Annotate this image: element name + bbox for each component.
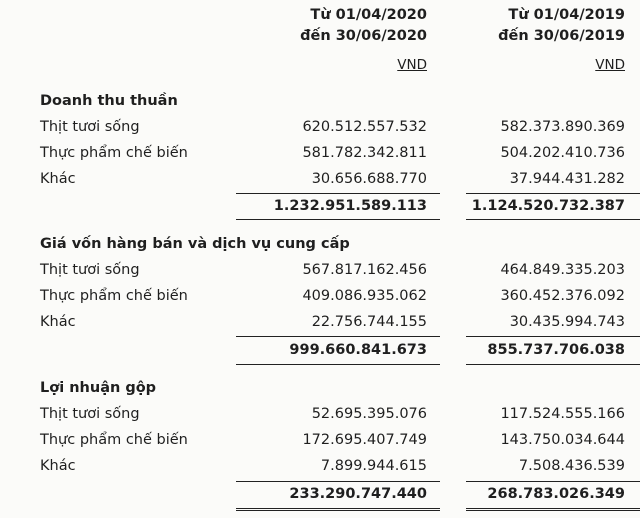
- row-value-2019: 360.452.376.092: [500, 288, 625, 304]
- total-rule: [466, 364, 640, 365]
- row-value-2020: 409.086.935.062: [302, 288, 427, 304]
- subtotal-rule: [236, 336, 440, 337]
- row-value-2019: 143.750.034.644: [500, 432, 625, 448]
- row-label: Thực phẩm chế biến: [40, 432, 188, 448]
- total-rule: [236, 364, 440, 365]
- row-label: Thịt tươi sống: [40, 119, 140, 135]
- subtotal-rule: [466, 336, 640, 337]
- total-rule: [236, 219, 440, 220]
- section-total-2020: 999.660.841.673: [289, 342, 427, 358]
- row-value-2019: 464.849.335.203: [500, 262, 625, 278]
- subtotal-rule: [466, 481, 640, 482]
- subtotal-rule: [466, 193, 640, 194]
- row-value-2020: 7.899.944.615: [320, 458, 427, 474]
- column-header-2020: [300, 5, 427, 47]
- grand-total-rule: [236, 508, 440, 511]
- row-value-2020: 581.782.342.811: [302, 145, 427, 161]
- total-rule: [466, 219, 640, 220]
- row-label: Khác: [40, 314, 76, 330]
- section-total-2020: 233.290.747.440: [289, 486, 427, 502]
- section-title-gross-profit: Lợi nhuận gộp: [40, 380, 157, 396]
- column-header-2020-from: Từ 01/04/2020: [310, 7, 427, 23]
- row-value-2020: 30.656.688.770: [311, 171, 427, 187]
- row-label: Thực phẩm chế biến: [40, 145, 188, 161]
- column-unit-2019: VND: [595, 57, 625, 73]
- row-label: Khác: [40, 458, 76, 474]
- column-header-2020-to: đến 30/06/2020: [300, 28, 427, 44]
- row-value-2019: 504.202.410.736: [500, 145, 625, 161]
- subtotal-rule: [236, 193, 440, 194]
- row-label: Khác: [40, 171, 76, 187]
- row-value-2020: 52.695.395.076: [311, 406, 427, 422]
- column-header-2019-from: Từ 01/04/2019: [508, 7, 625, 23]
- row-value-2019: 117.524.555.166: [500, 406, 625, 422]
- row-value-2019: 30.435.994.743: [509, 314, 625, 330]
- row-label: Thịt tươi sống: [40, 406, 140, 422]
- row-value-2019: 37.944.431.282: [509, 171, 625, 187]
- section-total-2019: 1.124.520.732.387: [471, 198, 625, 214]
- row-value-2019: 7.508.436.539: [518, 458, 625, 474]
- row-value-2019: 582.373.890.369: [500, 119, 625, 135]
- subtotal-rule: [236, 481, 440, 482]
- row-value-2020: 172.695.407.749: [302, 432, 427, 448]
- column-unit-2020: VND: [397, 57, 427, 73]
- column-header-2019-to: đến 30/06/2019: [498, 28, 625, 44]
- row-label: Thịt tươi sống: [40, 262, 140, 278]
- section-total-2019: 268.783.026.349: [487, 486, 625, 502]
- row-label: Thực phẩm chế biến: [40, 288, 188, 304]
- column-header-2019: [498, 5, 625, 47]
- section-title-net-revenue: Doanh thu thuần: [40, 93, 178, 109]
- row-value-2020: 22.756.744.155: [311, 314, 427, 330]
- section-total-2019: 855.737.706.038: [487, 342, 625, 358]
- section-title-cost-of-sales: Giá vốn hàng bán và dịch vụ cung cấp: [40, 236, 350, 252]
- row-value-2020: 620.512.557.532: [302, 119, 427, 135]
- section-total-2020: 1.232.951.589.113: [273, 198, 427, 214]
- row-value-2020: 567.817.162.456: [302, 262, 427, 278]
- grand-total-rule: [466, 508, 640, 511]
